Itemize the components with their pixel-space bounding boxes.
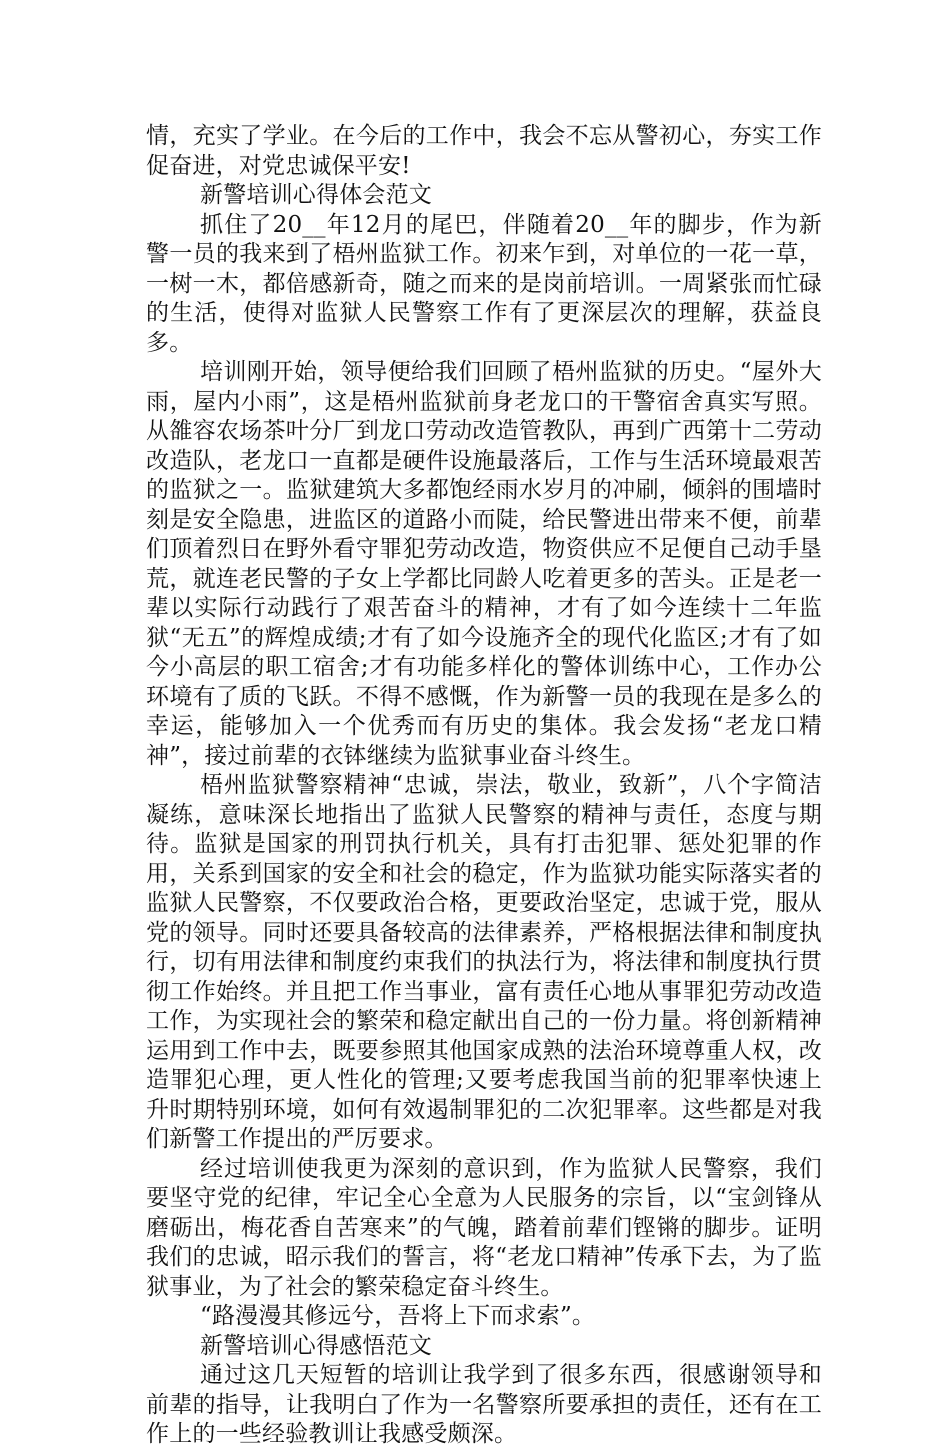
body-paragraph: 梧州监狱警察精神“忠诚，崇法，敬业，致新”，八个字简洁凝练，意味深长地指出了监狱人民警察的精神与责任，态度与期待。监狱是国家的刑罚执行机关，具有打击犯罪、惩处犯罪的作用，关系到国家的安全和社会的稳定，作为监狱功能实际落实者的监狱人民警察，不仅要政治合格，更要政治坚定，忠诚于党，服从党的领导。同时还要具备较高的法律素养，严格根据法律和制度执行，切有用法律和制度约束我们的执法行为，将法律和制度执行贯彻工作始终。并且把工作当事业，富有责任心地从事罪犯劳动改造工作，为实现社会的繁荣和稳定献出自己的一份力量。将创新精神运用到工作中去，既要参照其他国家成熟的法治环境尊重人权，改造罪犯心理，更人性化的管理;又要考虑我国当前的犯罪率快速上升时期特别环境，如何有效遏制罪犯的二次犯罪率。这些都是对我们新警工作提出的严厉要求。 bbox=[146, 772, 822, 1152]
section-title: 新警培训心得体会范文 bbox=[200, 182, 432, 208]
body-paragraph: 经过培训使我更为深刻的意识到，作为监狱人民警察，我们要坚守党的纪律，牢记全心全意为人民服务的宗旨，以“宝剑锋从磨砺出，梅花香自苦寒来”的气魄，踏着前辈们铿锵的脚步。证明我们的忠诚，昭示我们的誓言，将“老龙口精神”传承下去，为了监狱事业，为了社会的繁荣稳定奋斗终生。 bbox=[146, 1155, 822, 1300]
body-paragraph: 培训刚开始，领导便给我们回顾了梧州监狱的历史。“屋外大雨，屋内小雨”，这是梧州监狱前身老龙口的干警宿舍真实写照。从雒容农场茶叶分厂到龙口劳动改造管教队，再到广西第十二劳动改造队，老龙口一直都是硬件设施最落后，工作与生活环境最艰苦的监狱之一。监狱建筑大多都饱经雨水岁月的冲刷，倾斜的围墙时刻是安全隐患，进监区的道路小而陡，给民警进出带来不便，前辈们顶着烈日在野外看守罪犯劳动改造，物资供应不足便自己动手垦荒，就连老民警的子女上学都比同龄人吃着更多的苦头。正是老一辈以实际行动践行了艰苦奋斗的精神，才有了如今连续十二年监狱“无五”的辉煌成绩;才有了如今设施齐全的现代化监区;才有了如今小高层的职工宿舍;才有功能多样化的警体训练中心，工作办公环境有了质的飞跃。不得不感慨，作为新警一员的我现在是多么的幸运，能够加入一个优秀而有历史的集体。我会发扬“老龙口精神”，接过前辈的衣钵继续为监狱事业奋斗终生。 bbox=[146, 359, 822, 769]
body-paragraph: 通过这几天短暂的培训让我学到了很多东西，很感谢领导和前辈的指导，让我明白了作为一名警察所要承担的责任，还有在工作上的一些经验教训让我感受颇深。 bbox=[146, 1362, 822, 1447]
section-title: 新警培训心得感悟范文 bbox=[200, 1332, 432, 1359]
document-body bbox=[146, 122, 822, 1450]
body-paragraph: 抓住了20__年12月的尾巴，伴随着20__年的脚步，作为新警一员的我来到了梧州监狱工作。初来乍到，对单位的一花一草，一树一木，都倍感新奇，随之而来的是岗前培训。一周紧张而忙碌的生活，使得对监狱人民警察工作有了更深层次的理解，获益良多。 bbox=[146, 211, 822, 356]
quote-paragraph: “路漫漫其修远兮，吾将上下而求索”。 bbox=[200, 1303, 596, 1329]
continuation-paragraph: 情，充实了学业。在今后的工作中，我会不忘从警初心，夯实工作促奋进，对党忠诚保平安! bbox=[146, 123, 822, 179]
